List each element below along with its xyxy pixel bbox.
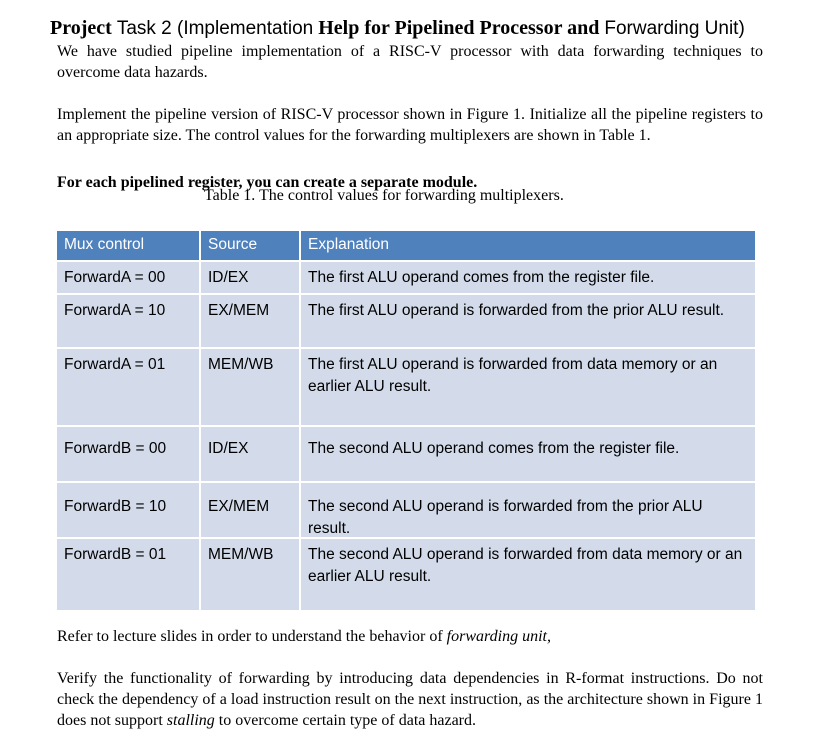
source-cell: MEM/WB (201, 539, 301, 610)
module-note: For each pipelined register, you can create a separate module. (57, 174, 478, 191)
forwarding-control-table (57, 231, 755, 612)
table-header-row (57, 231, 755, 262)
table-row (57, 262, 755, 295)
verify-text-1: Verify the functionality of forwarding by introducing data dependencies in R-format instructions. Do not check the dependency of a load instruction result on the next instruction, as the architecture shown in Figure 1 does not support (57, 670, 763, 729)
title-part-1: Project (50, 17, 117, 39)
lecture-reference-text: Refer to lecture slides in order to understand the behavior of (57, 628, 447, 645)
explanation-cell: The second ALU operand is forwarded from data memory or an earlier ALU result. (308, 546, 743, 585)
table-caption: Table 1. The control values for forwarding multiplexers. (204, 187, 564, 204)
table-row (57, 349, 755, 427)
mux-control-cell: ForwardB = 10 (57, 483, 201, 537)
mux-control-cell: ForwardA = 01 (57, 349, 201, 425)
source-cell: ID/EX (201, 262, 301, 293)
header-explanation: Explanation (308, 236, 390, 253)
verify-text-2: to overcome certain type of data hazard. (214, 712, 476, 729)
source-cell: EX/MEM (201, 483, 301, 537)
intro-paragraph: We have studied pipeline implementation of a RISC-V processor with data forwarding techniques to overcome data hazards. (57, 43, 763, 81)
mux-control-cell: ForwardB = 01 (57, 539, 201, 610)
table-row (57, 427, 755, 483)
explanation-cell: The second ALU operand is forwarded from the prior ALU result. (308, 498, 703, 537)
header-source: Source (201, 231, 301, 260)
title-part-3: Help for Pipelined Processor and (313, 17, 605, 39)
table-row (57, 539, 755, 612)
header-mux-control: Mux control (57, 231, 201, 260)
explanation-cell: The first ALU operand is forwarded from data memory or an earlier ALU result. (308, 356, 718, 395)
verify-paragraph (57, 668, 763, 731)
source-cell: MEM/WB (201, 349, 301, 425)
title-part-4: Forwarding Unit) (604, 18, 745, 39)
source-cell: EX/MEM (201, 295, 301, 347)
table-row (57, 295, 755, 349)
mux-control-cell: ForwardA = 10 (57, 295, 201, 347)
title-part-2: Task 2 (Implementation (116, 18, 314, 39)
page-title (50, 16, 745, 41)
mux-control-cell: ForwardB = 00 (57, 427, 201, 481)
source-cell: ID/EX (201, 427, 301, 481)
mux-control-cell: ForwardA = 00 (57, 262, 201, 293)
stalling-emphasis: stalling (166, 712, 215, 729)
explanation-cell: The first ALU operand is forwarded from the prior ALU result. (308, 302, 725, 319)
explanation-cell: The first ALU operand comes from the register file. (308, 269, 655, 286)
forwarding-unit-emphasis: forwarding unit, (446, 628, 551, 645)
explanation-cell: The second ALU operand comes from the register file. (308, 440, 680, 457)
lecture-reference-paragraph (57, 626, 763, 647)
table-row (57, 483, 755, 539)
implement-paragraph: Implement the pipeline version of RISC-V processor shown in Figure 1. Initialize all the pipeline registers to an appropriate size. The control values for the forwarding multiplexers are shown in Table 1. (57, 106, 763, 144)
